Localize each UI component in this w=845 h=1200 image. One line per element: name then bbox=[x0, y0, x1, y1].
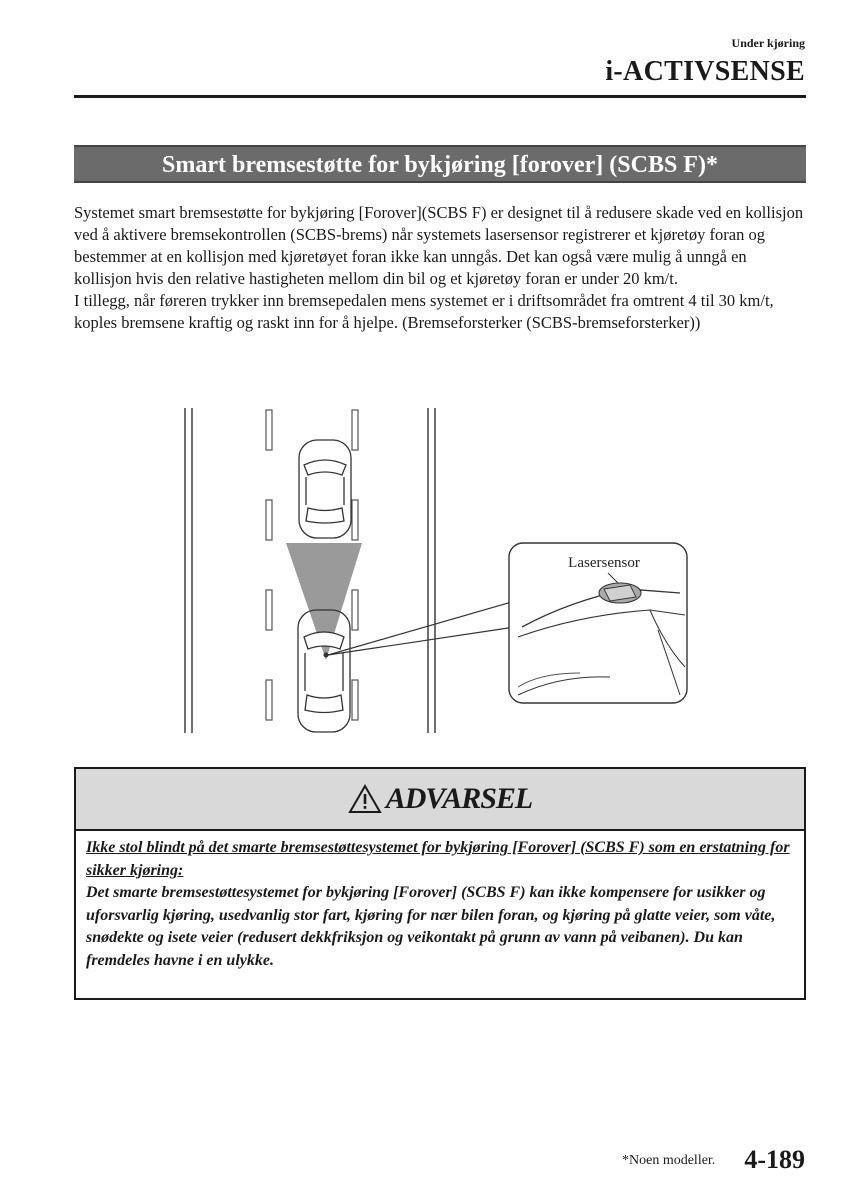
road-diagram bbox=[180, 405, 700, 745]
lasersensor-label: Lasersensor bbox=[568, 555, 640, 571]
warning-triangle-icon bbox=[348, 784, 382, 814]
page-number: 4-189 bbox=[744, 1145, 805, 1174]
warning-body bbox=[76, 831, 804, 972]
body-paragraph-2: I tillegg, når føreren trykker inn bremsepedalen mens systemet er i driftsområdet fra omtrent 4 til 30 km/t, koples bremsene kraftig og raskt inn for å hjelpe. (Bremseforsterker (SCBS-bremseforsterker)) bbox=[74, 291, 774, 332]
footnote: *Noen modeller. bbox=[622, 1153, 716, 1168]
header-divider bbox=[74, 95, 806, 98]
windshield-callout bbox=[509, 543, 687, 703]
warning-heading: Ikke stol blindt på det smarte bremsestøttesystemet for bykjøring [Forover] (SCBS F) som en erstatning for sikker kjøring: bbox=[86, 839, 790, 879]
warning-box bbox=[74, 767, 806, 1000]
section-heading: Smart bremsestøtte for bykjøring [forover] (SCBS F)* bbox=[74, 145, 806, 183]
warning-text: Det smarte bremsestøttesystemet for bykjøring [Forover] (SCBS F) kan ikke kompensere for usikker og uforsvarlig kjøring, usedvanlig stor fart, kjøring for nær bilen foran, og kjøring på glatte veier, som våte, snødekte og isete veier (redusert dekkfriksjon og veikontakt på grunn av vann på veibanen). Du kan fremdeles havne i en ulykke. bbox=[86, 884, 776, 969]
chapter-title: i-ACTIVSENSE bbox=[605, 56, 805, 87]
section-title: Under kjøring bbox=[731, 36, 805, 50]
vehicle-ahead bbox=[299, 440, 351, 538]
body-text bbox=[74, 202, 806, 334]
sensor-point bbox=[324, 653, 329, 658]
warning-title: ADVARSEL bbox=[385, 782, 533, 815]
scbs-illustration bbox=[180, 405, 700, 745]
warning-header bbox=[76, 769, 804, 831]
body-paragraph-1: Systemet smart bremsestøtte for bykjøring [Forover](SCBS F) er designet til å redusere skade ved en kollisjon ved å aktivere bremsekontrollen (SCBS-brems) når systemets lasersensor registrerer et kjøretøy foran og bestemmer at en kollisjon med kjøretøyet foran ikke kan unngås. Det kan også være mulig å unngå en kollisjon hvis den relative hastigheten mellom din bil og et kjøretøy foran er under 20 km/t. bbox=[74, 203, 804, 288]
